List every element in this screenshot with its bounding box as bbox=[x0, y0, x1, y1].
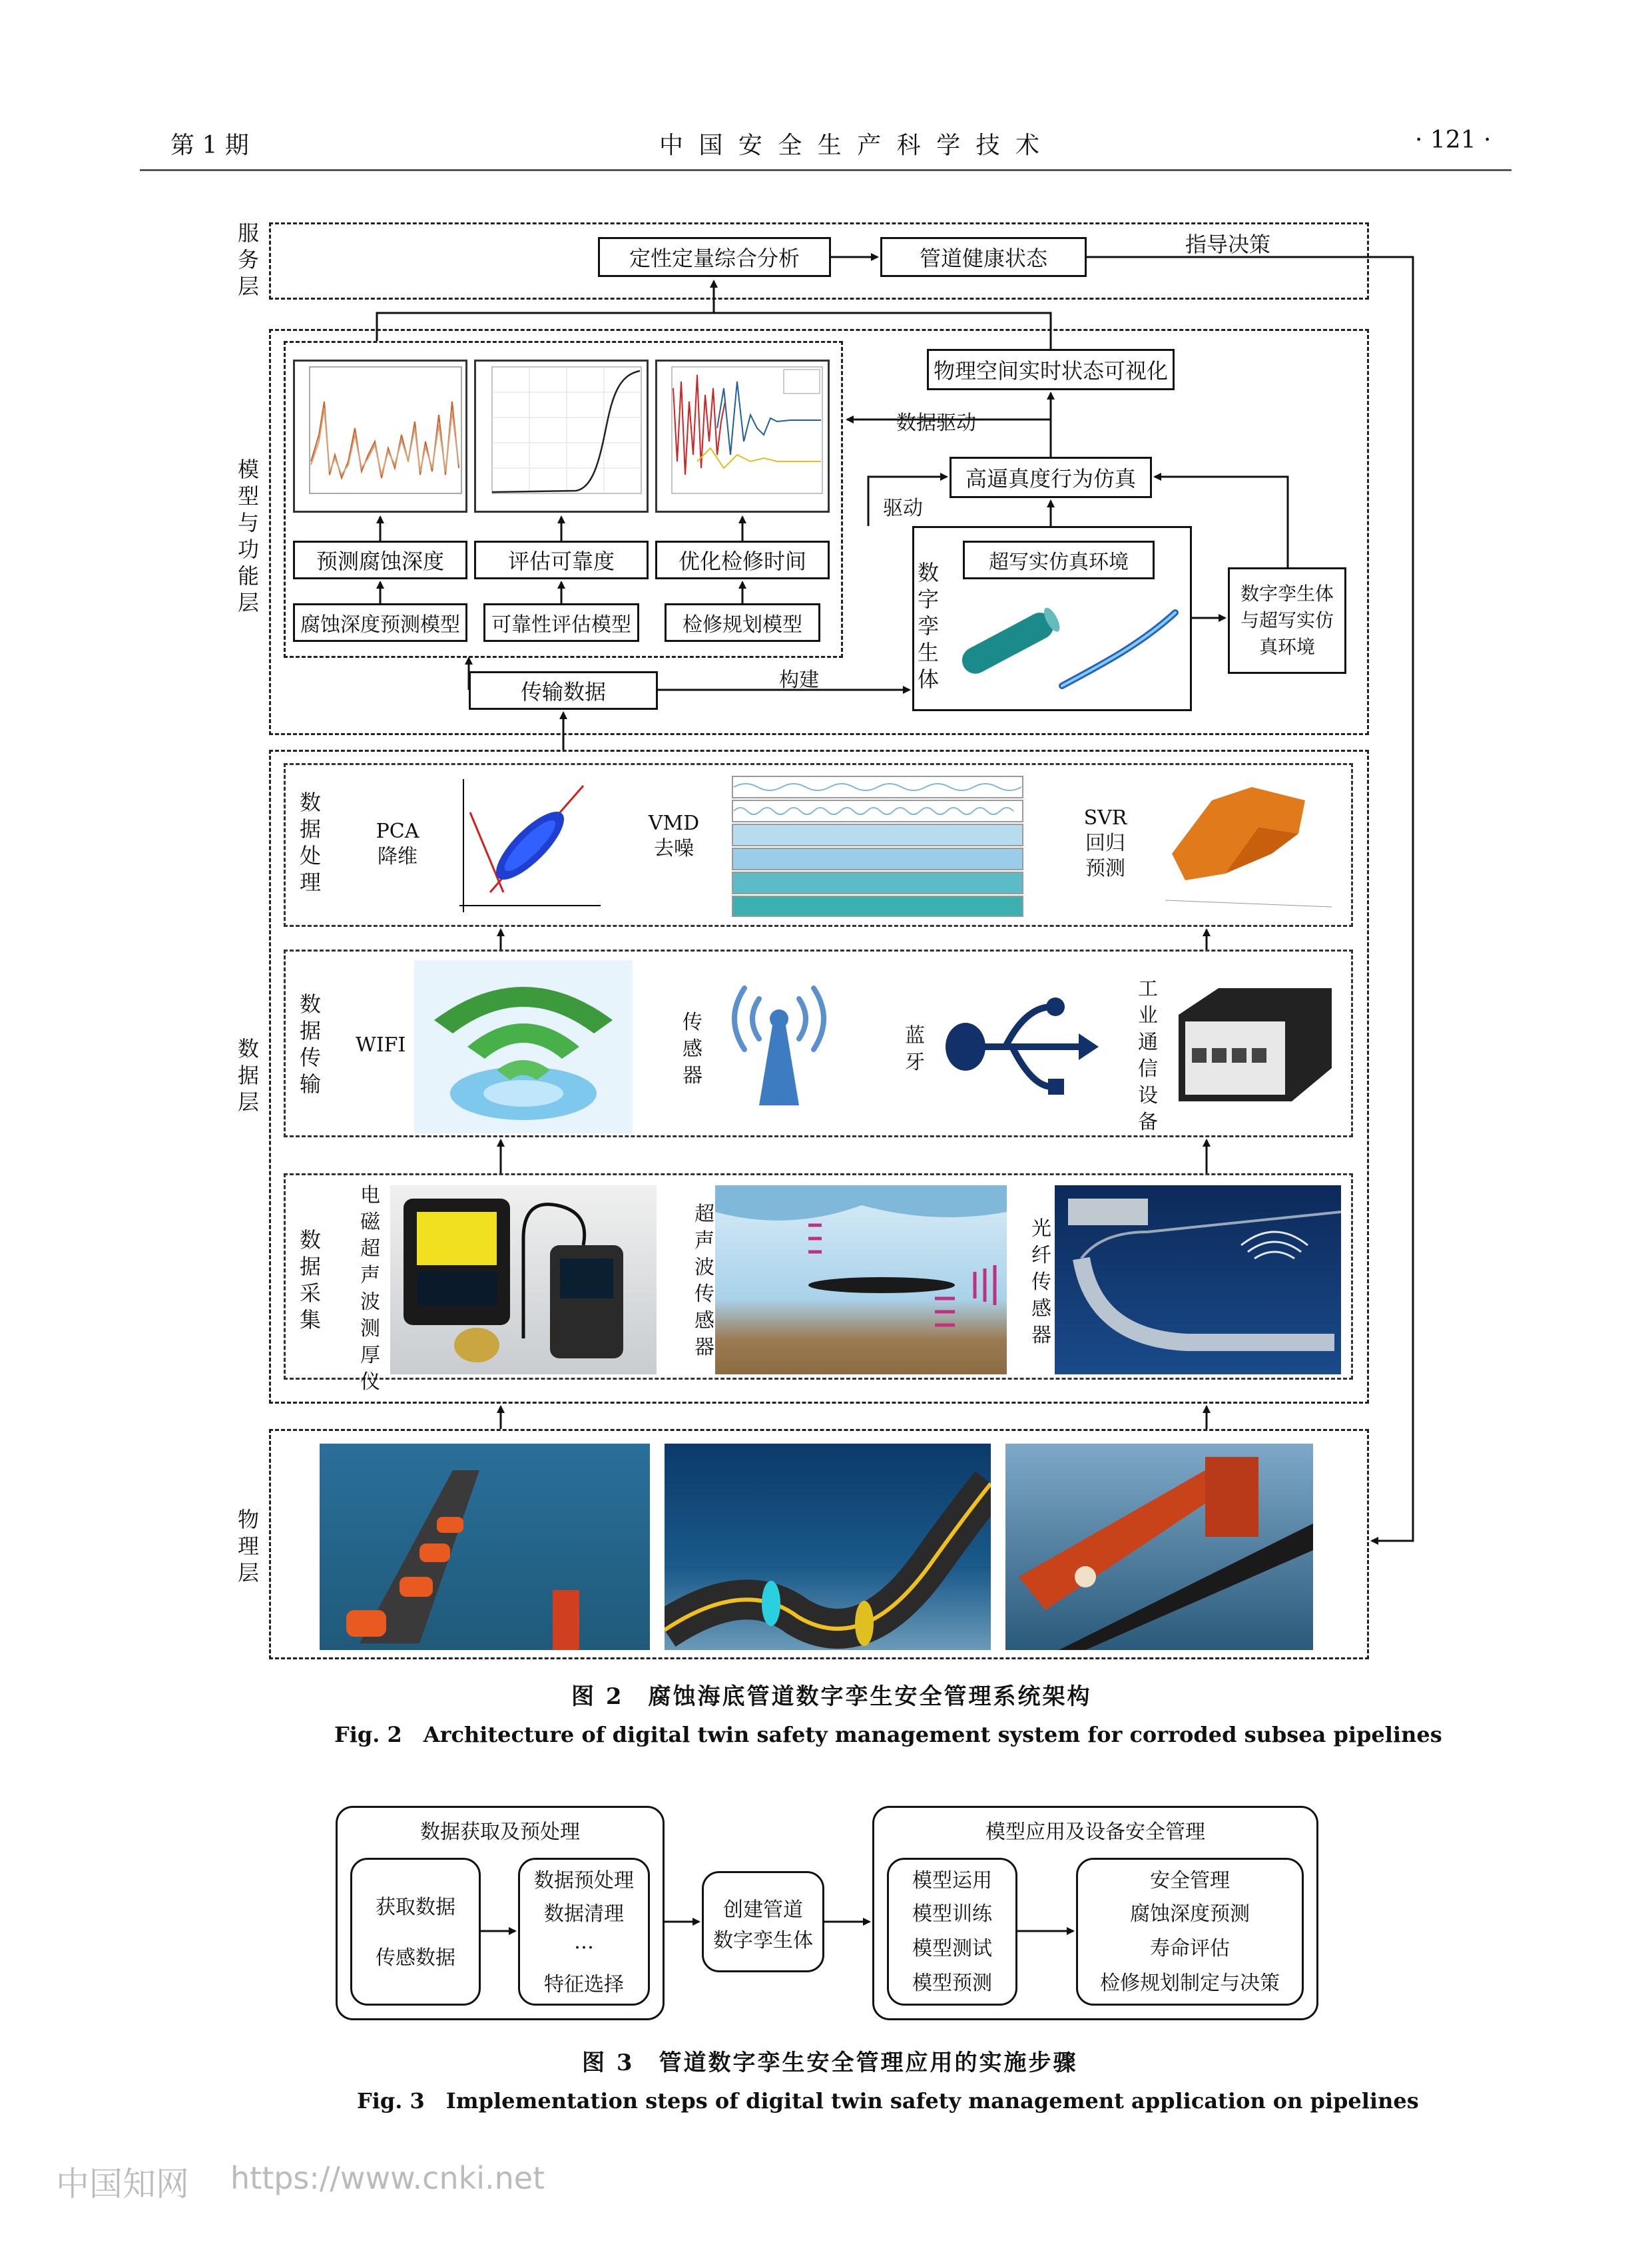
pca-text: PCA降维 bbox=[376, 820, 419, 868]
fiber-label: 光纤传感器 bbox=[1031, 1217, 1051, 1347]
evaluate-reliability-box: 评估可靠度 bbox=[474, 541, 649, 579]
cnki-watermark-cn: 中国知网 bbox=[56, 2165, 189, 2203]
transfer-data-box: 传输数据 bbox=[469, 671, 658, 710]
fig3-acquire-2: 传感数据 bbox=[376, 1946, 455, 1970]
header-journal: 中 国 安 全 生 产 科 学 技 术 bbox=[659, 132, 1043, 159]
fig3-safety-1: 安全管理 bbox=[1150, 1869, 1230, 1892]
digital-twin-label: 数字孪生体 bbox=[917, 560, 939, 692]
twin-env-text: 数字孪生体与超写实仿真环境 bbox=[1240, 583, 1334, 658]
layer-label-physical: 物理层 bbox=[237, 1507, 259, 1585]
vmd-text: VMD去噪 bbox=[648, 812, 700, 860]
fig3-pre-3: … bbox=[574, 1930, 594, 1954]
fig3-model-2: 模型训练 bbox=[912, 1902, 992, 1926]
fig3-model-4: 模型预测 bbox=[912, 1972, 992, 1995]
health-box: 管道健康状态 bbox=[880, 237, 1087, 277]
build-label: 构建 bbox=[779, 669, 819, 692]
fig3-model-3: 模型测试 bbox=[912, 1937, 992, 1960]
emat-label: 电磁超声波测厚仪 bbox=[360, 1184, 380, 1394]
wifi-label: WIFI bbox=[356, 1033, 406, 1057]
fig3-pre-1: 数据预处理 bbox=[534, 1869, 634, 1892]
fig3-safety-2: 腐蚀深度预测 bbox=[1130, 1902, 1250, 1926]
ultrasonic-label: 超声波传感器 bbox=[694, 1203, 714, 1359]
fig3-safety-4: 检修规划制定与决策 bbox=[1100, 1972, 1280, 1995]
fig2-caption-cn: 图 2 腐蚀海底管道数字孪生安全管理系统架构 bbox=[571, 1683, 1092, 1710]
env-box: 超写实仿真环境 bbox=[963, 541, 1155, 579]
transmission-label: 数据传输 bbox=[299, 991, 321, 1097]
fig3-acquire-1: 获取数据 bbox=[376, 1896, 455, 1919]
bluetooth-label: 蓝牙 bbox=[905, 1024, 925, 1074]
svr-text: SVR回归预测 bbox=[1083, 806, 1127, 880]
predict-depth-box: 预测腐蚀深度 bbox=[293, 541, 467, 579]
fig3-safety-3: 寿命评估 bbox=[1150, 1937, 1230, 1960]
fig3-group1-title: 数据获取及预处理 bbox=[420, 1821, 580, 1844]
sensor-label: 传感器 bbox=[683, 1011, 702, 1087]
visualization-box: 物理空间实时状态可视化 bbox=[927, 349, 1175, 390]
guide-label: 指导决策 bbox=[1185, 232, 1271, 257]
drive-label: 驱动 bbox=[883, 497, 923, 520]
header-page: · 121 · bbox=[1415, 127, 1492, 154]
analysis-box: 定性定量综合分析 bbox=[598, 237, 831, 277]
cnki-watermark-url: https://www.cnki.net bbox=[230, 2160, 545, 2196]
collection-label: 数据采集 bbox=[299, 1227, 321, 1332]
plan-model-box: 检修规划模型 bbox=[665, 603, 820, 642]
processing-label: 数据处理 bbox=[299, 790, 321, 895]
fig2-caption-en: Fig. 2 Architecture of digital twin safety management system for corroded subsea pipelines bbox=[334, 1722, 1442, 1747]
reliability-model-box: 可靠性评估模型 bbox=[483, 603, 639, 642]
optimize-time-box: 优化检修时间 bbox=[655, 541, 830, 579]
fig3-model-1: 模型运用 bbox=[912, 1869, 992, 1892]
fig3-group2-title: 模型应用及设备安全管理 bbox=[985, 1821, 1205, 1844]
fig3-create-1: 创建管道 bbox=[723, 1898, 803, 1922]
depth-model-box: 腐蚀深度预测模型 bbox=[293, 603, 467, 642]
fig3-caption-cn: 图 3 管道数字孪生安全管理应用的实施步骤 bbox=[582, 2050, 1078, 2076]
simulation-box: 高逼真度行为仿真 bbox=[950, 457, 1152, 498]
layer-label-model: 模型与功能层 bbox=[237, 457, 259, 615]
layer-label-service: 服务层 bbox=[237, 220, 259, 299]
industrial-label: 工业通信设备 bbox=[1138, 978, 1158, 1134]
data-drive-label: 数据驱动 bbox=[896, 412, 976, 435]
fig3-caption-en: Fig. 3 Implementation steps of digital twin safety management application on pipelines bbox=[357, 2088, 1419, 2113]
layer-label-data: 数据层 bbox=[237, 1036, 259, 1115]
header-issue: 第 1 期 bbox=[170, 132, 249, 159]
fig3-pre-2: 数据清理 bbox=[544, 1902, 624, 1926]
fig3-create-2: 数字孪生体 bbox=[713, 1929, 813, 1952]
fig3-pre-4: 特征选择 bbox=[544, 1973, 624, 1996]
